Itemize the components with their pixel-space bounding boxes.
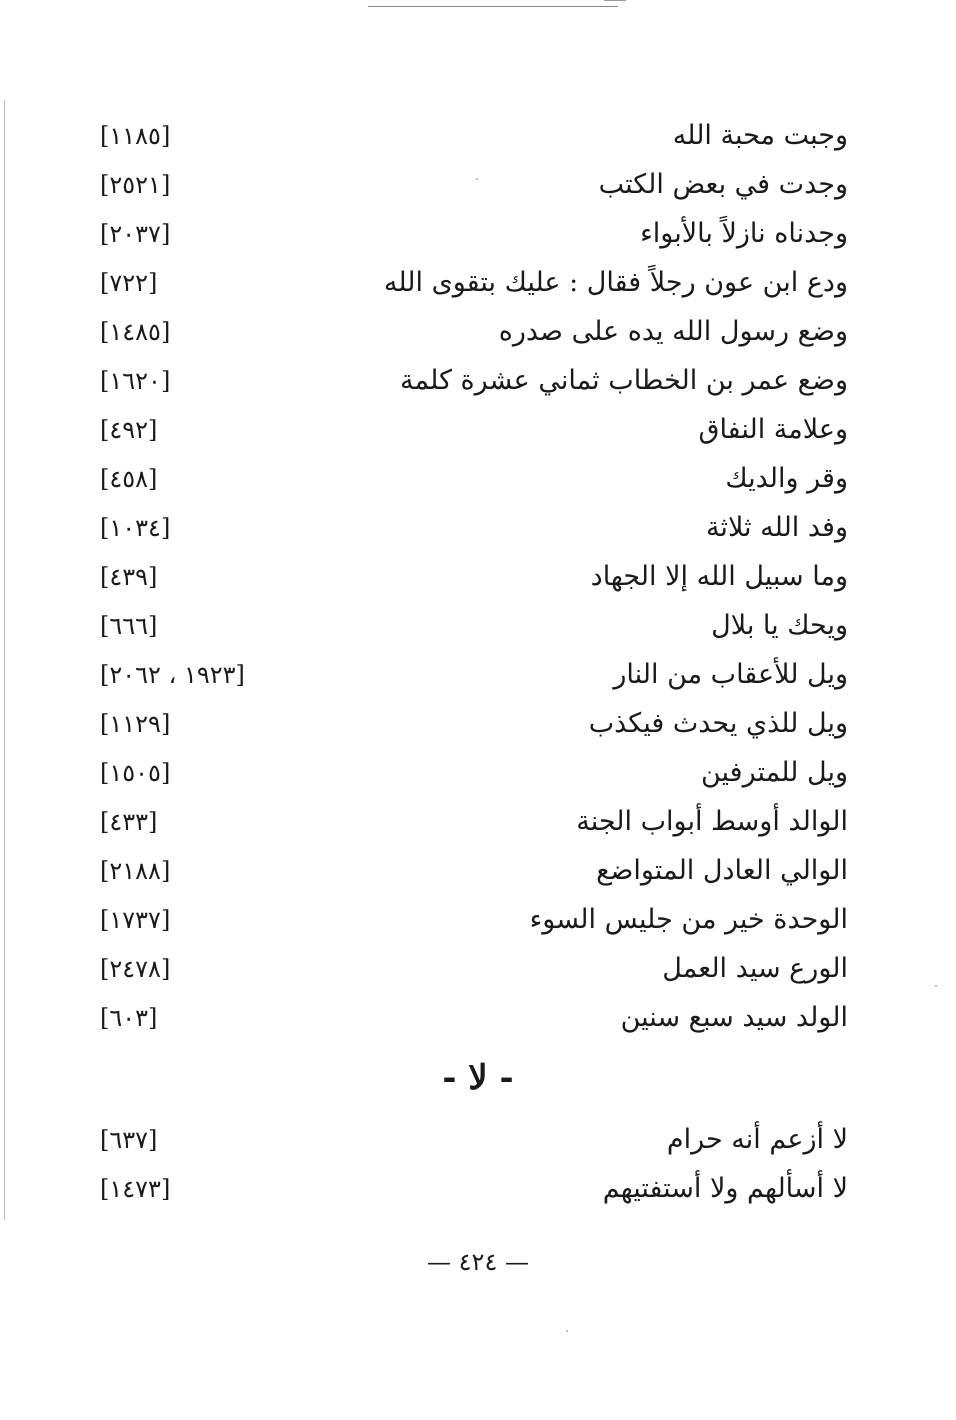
entry-phrase: ويل للأعقاب من النار bbox=[613, 659, 848, 690]
entry-phrase: وجبت محبة الله bbox=[672, 120, 848, 151]
entry-phrase: ويحك يا بلال bbox=[711, 610, 848, 641]
entry-reference: [٤٣٩] bbox=[100, 563, 158, 591]
index-entry bbox=[0, 749, 956, 797]
entry-phrase: وقر والديك bbox=[725, 463, 848, 494]
scan-speck bbox=[476, 178, 478, 180]
index-entry bbox=[0, 798, 956, 846]
section-heading-la: - لا - bbox=[442, 1058, 514, 1098]
entry-phrase: وضع عمر بن الخطاب ثماني عشرة كلمة bbox=[400, 365, 848, 396]
entry-phrase: لا أسألهم ولا أستفتيهم bbox=[602, 1173, 848, 1204]
index-entry bbox=[0, 161, 956, 209]
index-entry bbox=[0, 308, 956, 356]
page-number: — ٤٢٤ — bbox=[427, 1248, 529, 1276]
index-entry bbox=[0, 896, 956, 944]
index-entry bbox=[0, 602, 956, 650]
entry-reference: [١٦٢٠] bbox=[100, 367, 171, 395]
index-entry bbox=[0, 553, 956, 601]
entry-phrase: ويل للمترفين bbox=[700, 757, 848, 788]
top-tick bbox=[604, 0, 626, 1]
entry-reference: [١٧٣٧] bbox=[100, 906, 171, 934]
index-entry bbox=[0, 357, 956, 405]
entry-phrase: الورع سيد العمل bbox=[662, 953, 848, 984]
index-entry bbox=[0, 945, 956, 993]
entry-reference: [٦٣٧] bbox=[100, 1126, 158, 1154]
entry-phrase: وما سبيل الله إلا الجهاد bbox=[590, 561, 848, 592]
scan-speck bbox=[566, 1330, 568, 1332]
index-entry bbox=[0, 112, 956, 160]
entry-phrase: وفد الله ثلاثة bbox=[705, 512, 848, 543]
entry-reference: [١٤٧٣] bbox=[100, 1175, 171, 1203]
index-entry bbox=[0, 210, 956, 258]
entry-phrase: لا أزعم أنه حرام bbox=[666, 1124, 848, 1155]
entry-reference: [٦٠٣] bbox=[100, 1004, 158, 1032]
entry-reference: [١٤٨٥] bbox=[100, 318, 171, 346]
entry-phrase: الولد سيد سبع سنين bbox=[620, 1002, 848, 1033]
entry-phrase: وجدت في بعض الكتب bbox=[598, 169, 848, 200]
index-entry bbox=[0, 455, 956, 503]
entry-reference: [١١٢٩] bbox=[100, 710, 171, 738]
entry-phrase: ودع ابن عون رجلاً فقال : عليك بتقوى الله bbox=[383, 267, 848, 298]
index-entry bbox=[0, 406, 956, 454]
entry-reference: [٤٩٢] bbox=[100, 416, 158, 444]
entry-reference: [١٥٠٥] bbox=[100, 759, 171, 787]
index-entry bbox=[0, 504, 956, 552]
entry-phrase: الوالد أوسط أبواب الجنة bbox=[576, 806, 848, 837]
entry-phrase: ويل للذي يحدث فيكذب bbox=[588, 708, 848, 739]
entry-phrase: وجدناه نازلاً بالأبواء bbox=[640, 218, 848, 249]
entry-reference: [٤٥٨] bbox=[100, 465, 158, 493]
index-entry bbox=[0, 259, 956, 307]
index-entry bbox=[0, 1116, 956, 1164]
entry-phrase: الوالي العادل المتواضع bbox=[596, 855, 848, 886]
index-entry bbox=[0, 700, 956, 748]
entry-reference: [٤٣٣] bbox=[100, 808, 158, 836]
entry-reference: [١٩٢٣ ، ٢٠٦٢] bbox=[100, 661, 245, 689]
entry-reference: [١٠٣٤] bbox=[100, 514, 171, 542]
scan-speck bbox=[935, 985, 937, 987]
entry-reference: [٢١٨٨] bbox=[100, 857, 171, 885]
entry-reference: [١١٨٥] bbox=[100, 122, 171, 150]
entry-phrase: الوحدة خير من جليس السوء bbox=[529, 904, 848, 935]
index-entry bbox=[0, 994, 956, 1042]
index-entry bbox=[0, 651, 956, 699]
entry-reference: [٧٢٢] bbox=[100, 269, 158, 297]
entry-phrase: وعلامة النفاق bbox=[698, 414, 848, 445]
entry-reference: [٢٥٢١] bbox=[100, 171, 171, 199]
index-entry bbox=[0, 1165, 956, 1213]
top-rule bbox=[368, 6, 618, 7]
entry-reference: [٢٤٧٨] bbox=[100, 955, 171, 983]
entry-reference: [٢٠٣٧] bbox=[100, 220, 171, 248]
entry-phrase: وضع رسول الله يده على صدره bbox=[498, 316, 848, 347]
index-entry bbox=[0, 847, 956, 895]
entry-reference: [٦٦٦] bbox=[100, 612, 158, 640]
